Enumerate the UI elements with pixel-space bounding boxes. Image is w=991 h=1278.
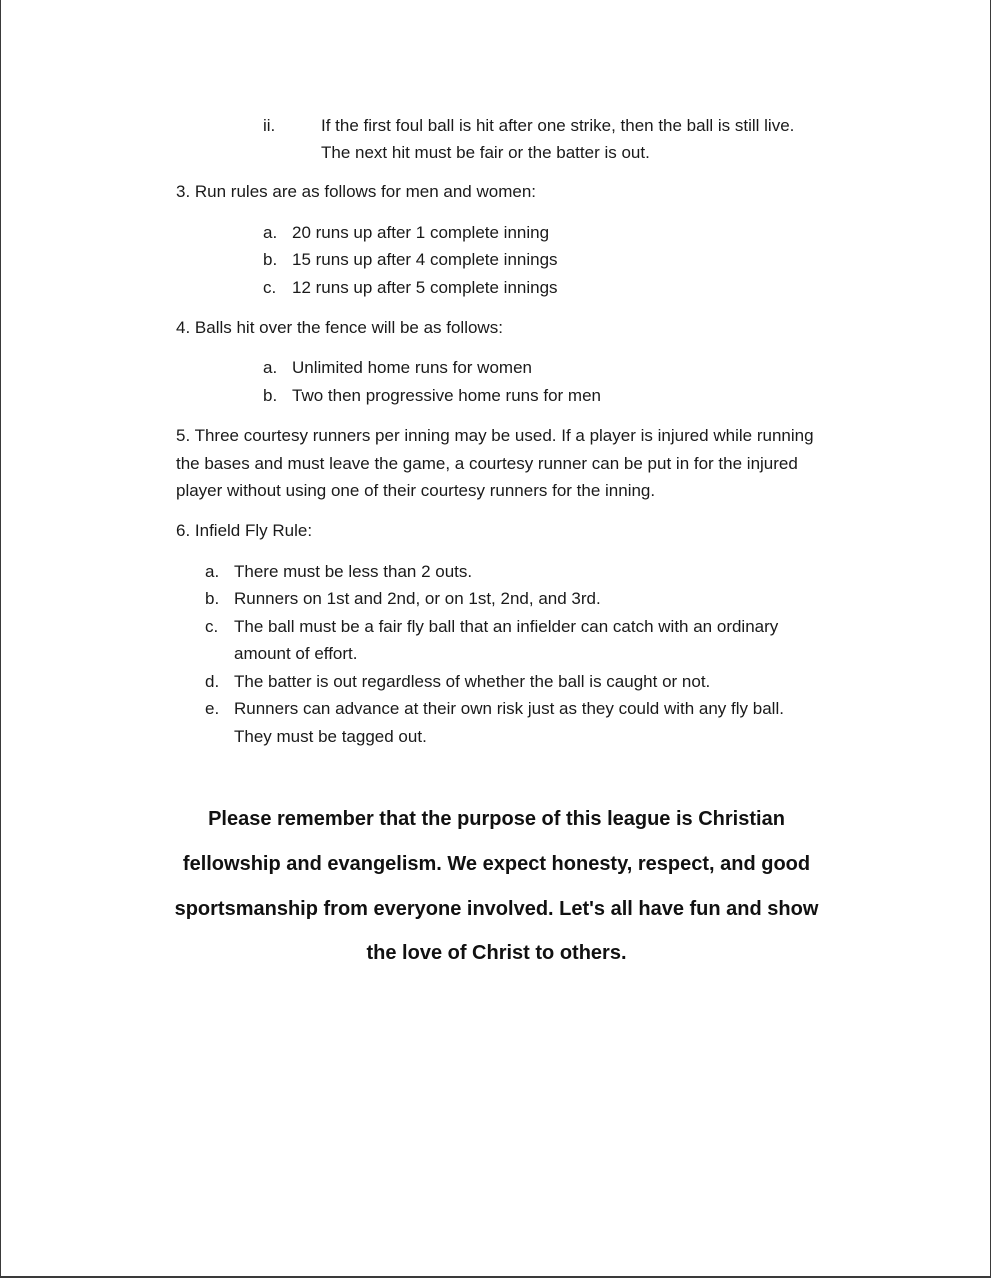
sub-item-marker: ii. (263, 116, 276, 135)
list-item: There must be less than 2 outs. (234, 562, 473, 581)
list-item: Two then progressive home runs for men (292, 386, 601, 405)
list-item: 15 runs up after 4 complete innings (292, 250, 558, 269)
list-item: Unlimited home runs for women (292, 358, 532, 377)
closing-statement-line: sportsmanship from everyone involved. Let's all have fun and show (174, 898, 819, 920)
list-marker: a. (263, 223, 278, 242)
list-item: Runners can advance at their own risk just as they could with any fly ball. (234, 699, 784, 718)
list-item-continuation: amount of effort. (234, 644, 358, 663)
closing-statement-line: Please remember that the purpose of this league is Christian (208, 808, 785, 830)
closing-statement-line: fellowship and evangelism. We expect honesty, respect, and good (182, 853, 811, 875)
list-marker: b. (263, 250, 278, 269)
list-item: Runners on 1st and 2nd, or on 1st, 2nd, and 3rd. (234, 589, 601, 608)
list-marker: a. (263, 358, 278, 377)
list-marker: a. (205, 562, 220, 581)
rule-paragraph-line: player without using one of their courtesy runners for the inning. (176, 481, 656, 500)
list-item-continuation: They must be tagged out. (234, 727, 427, 746)
rule-heading: 6. Infield Fly Rule: (176, 521, 313, 540)
list-item: The ball must be a fair fly ball that an infielder can catch with an ordinary (234, 617, 779, 636)
list-marker: c. (205, 617, 219, 636)
rule-paragraph-line: the bases and must leave the game, a courtesy runner can be put in for the injured (176, 454, 798, 473)
list-item: 12 runs up after 5 complete innings (292, 278, 558, 297)
rule-heading: 3. Run rules are as follows for men and women: (176, 182, 537, 201)
list-marker: b. (205, 589, 220, 608)
rule-heading: 4. Balls hit over the fence will be as follows: (176, 318, 503, 337)
list-marker: d. (205, 672, 220, 691)
list-item: The batter is out regardless of whether the ball is caught or not. (234, 672, 711, 691)
sub-item-text: The next hit must be fair or the batter is out. (321, 143, 650, 162)
list-marker: b. (263, 386, 278, 405)
rule-paragraph-line: 5. Three courtesy runners per inning may be used. If a player is injured while running (176, 426, 814, 445)
sub-item-text: If the first foul ball is hit after one strike, then the ball is still live. (321, 116, 795, 135)
closing-statement-line: the love of Christ to others. (366, 942, 627, 964)
list-item: 20 runs up after 1 complete inning (292, 223, 550, 242)
list-marker: e. (205, 699, 220, 718)
list-marker: c. (263, 278, 277, 297)
